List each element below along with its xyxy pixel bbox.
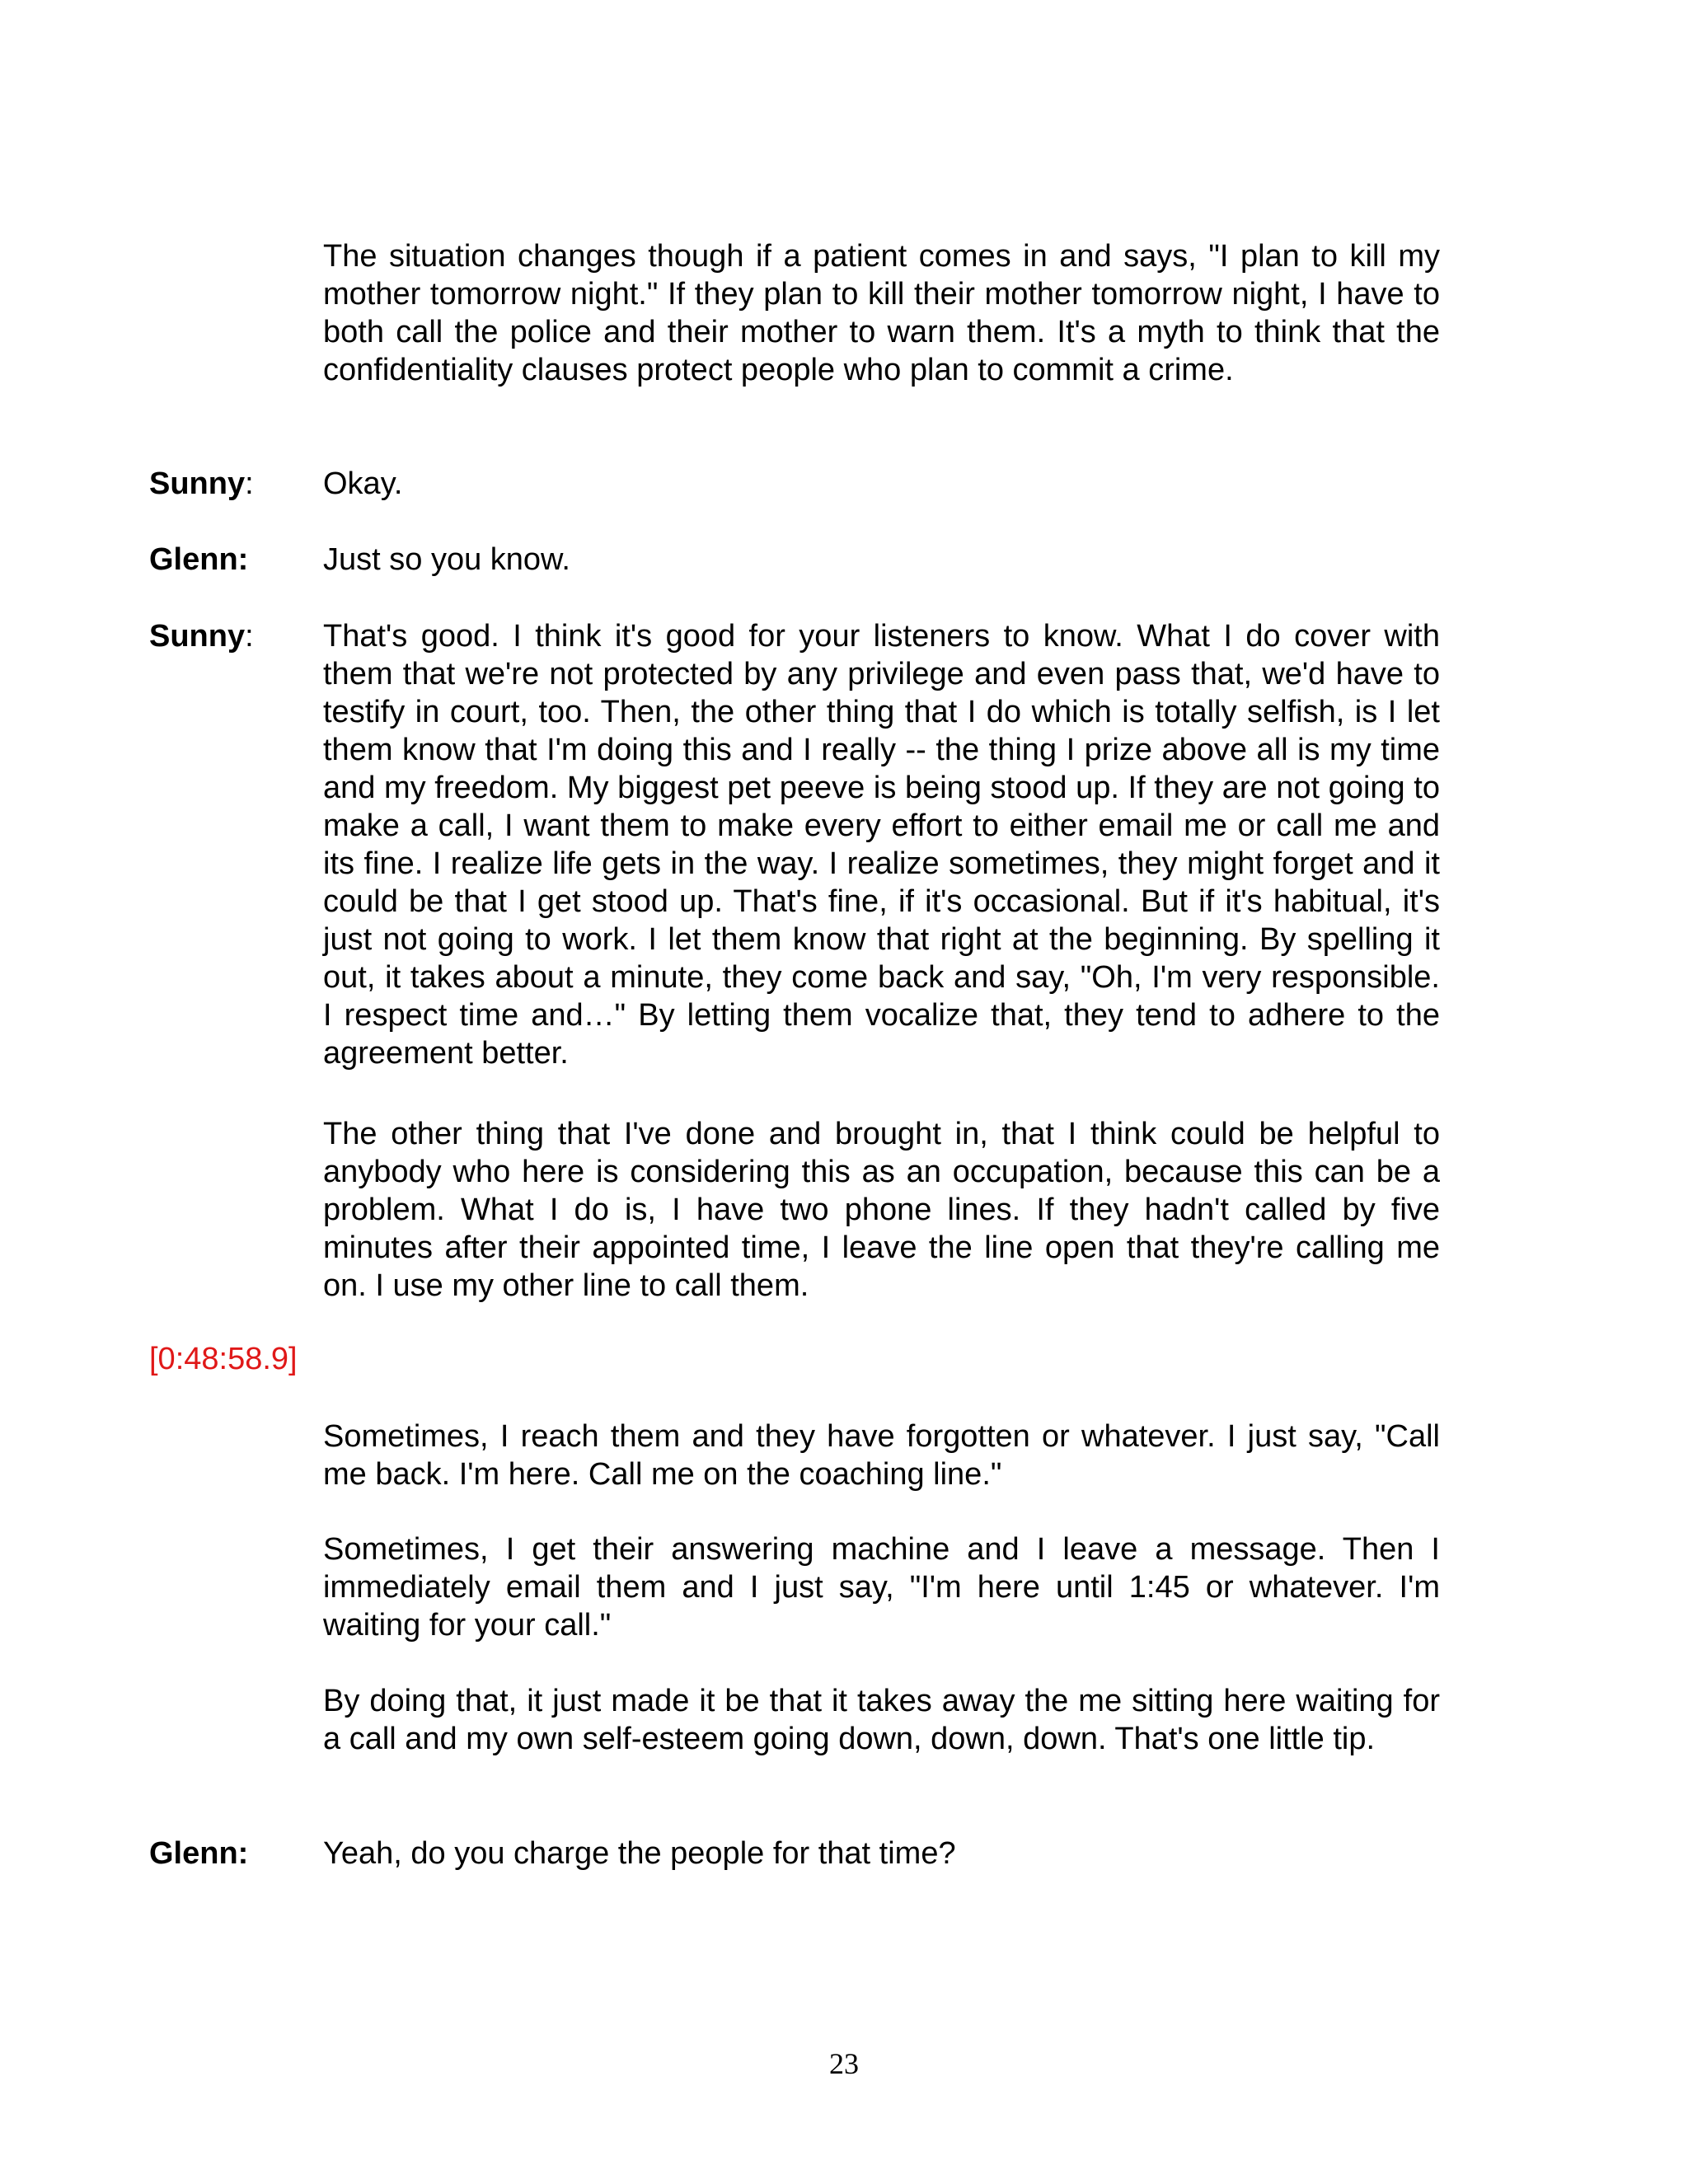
speaker-colon: : bbox=[245, 619, 254, 654]
timestamp: [0:48:58.9] bbox=[149, 1342, 298, 1376]
page-number: 23 bbox=[829, 2047, 859, 2080]
speaker-label-glenn bbox=[149, 1835, 248, 1872]
speaker-name: Glenn: bbox=[149, 542, 249, 577]
paragraph-okay: Okay. bbox=[323, 466, 403, 501]
paragraph-answering-machine: Sometimes, I get their answering machine and I leave a message. Then I immediately email them and I just say, "I'm here until 1:45 or whatever. I'm waiting for your call." bbox=[323, 1532, 1440, 1643]
paragraph-thats-good: That's good. I think it's good for your listeners to know. What I do cover with them that we're not protected by any privilege and even pass that, we'd have to testify in court, too. Then, the other thing that I do which is totally selfish, is I let them know that I'm doing this and I really -- the thing I prize above all is my time and my freedom. My biggest pet peeve is being stood up. If they are not going to make a call, I want them to make every effort to either email me or call me and its fine. I realize life gets in the way. I realize sometimes, they might forget and it could be that I get stood up. That's fine, if it's occasional. But if it's habitual, it's just not going to work. I let them know that right at the beginning. By spelling it out, it takes about a minute, they come back and say, "Oh, I'm very responsible. I respect time and…" By letting them vocalize that, they tend to adhere to the agreement better. bbox=[323, 619, 1440, 1071]
paragraph-just-so-you-know: Just so you know. bbox=[323, 542, 570, 577]
speaker-colon: : bbox=[245, 466, 254, 501]
paragraph-two-phone-lines: The other thing that I've done and brought in, that I think could be helpful to anybody who here is considering this as an occupation, because this can be a problem. What I do is, I have two phone lines. If they hadn't called by five minutes after their appointed time, I leave the line open that they're calling me on. I use my other line to call them. bbox=[323, 1117, 1440, 1303]
paragraph-by-doing-that: By doing that, it just made it be that it takes away the me sitting here waiting for a call and my own self-esteem going down, down, down. That's one little tip. bbox=[323, 1684, 1440, 1756]
paragraph-charge-question: Yeah, do you charge the people for that time? bbox=[323, 1836, 956, 1871]
speaker-name: Sunny bbox=[149, 466, 246, 501]
paragraph-confidentiality: The situation changes though if a patient comes in and says, "I plan to kill my mother tomorrow night." If they plan to kill their mother tomorrow night, I have to both call the police and their mother to warn them. It's a myth to think that the confidentiality clauses protect people who plan to commit a crime. bbox=[323, 239, 1440, 387]
speaker-label-sunny bbox=[149, 465, 254, 503]
speaker-label-sunny bbox=[149, 617, 254, 655]
speaker-name: Glenn: bbox=[149, 1836, 249, 1871]
speaker-label-glenn bbox=[149, 541, 248, 579]
paragraph-reach-them: Sometimes, I reach them and they have forgotten or whatever. I just say, "Call me back. I'm here. Call me on the coaching line." bbox=[323, 1419, 1440, 1492]
speaker-name: Sunny bbox=[149, 619, 246, 654]
